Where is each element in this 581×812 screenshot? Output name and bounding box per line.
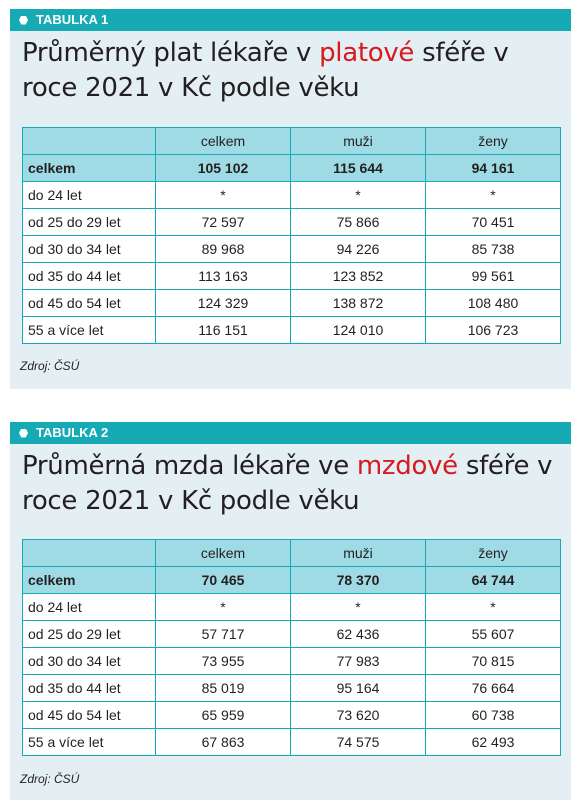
table-cell: 74 575 (291, 729, 426, 756)
title-text-end: sféře v roce 2021 v Kč podle věku (22, 451, 553, 516)
table-row (23, 317, 561, 344)
table-row (23, 729, 561, 756)
table-cell: 60 738 (426, 702, 561, 729)
source-note: Zdroj: ČSÚ (20, 772, 80, 786)
column-header (23, 128, 156, 155)
source-note: Zdroj: ČSÚ (20, 359, 80, 373)
column-header: muži (291, 540, 426, 567)
title-highlight: mzdové (356, 451, 458, 481)
table-cell: 64 744 (426, 567, 561, 594)
row-label: od 30 do 34 let (23, 648, 156, 675)
row-label: 55 a více let (23, 729, 156, 756)
row-label: 55 a více let (23, 317, 156, 344)
table-tag (10, 422, 571, 444)
column-header: ženy (426, 128, 561, 155)
table-row (23, 236, 561, 263)
table-row-total (23, 155, 561, 182)
table-cell: 95 164 (291, 675, 426, 702)
table-cell: 94 226 (291, 236, 426, 263)
table-cell: 85 738 (426, 236, 561, 263)
table-cell: 124 010 (291, 317, 426, 344)
table-tag (10, 9, 571, 31)
table-row (23, 263, 561, 290)
row-label: celkem (23, 567, 156, 594)
table-row (23, 621, 561, 648)
table-cell: 70 815 (426, 648, 561, 675)
table-cell: 62 436 (291, 621, 426, 648)
table-cell: 65 959 (156, 702, 291, 729)
table-cell: 57 717 (156, 621, 291, 648)
row-label: od 45 do 54 let (23, 290, 156, 317)
table-cell: 113 163 (156, 263, 291, 290)
row-label: do 24 let (23, 182, 156, 209)
column-header (23, 540, 156, 567)
row-label: do 24 let (23, 594, 156, 621)
table-card-2 (10, 422, 571, 800)
table-row (23, 290, 561, 317)
table-cell: 105 102 (156, 155, 291, 182)
table-cell: * (291, 182, 426, 209)
data-table (22, 539, 561, 756)
table-cell: 106 723 (426, 317, 561, 344)
table-cell: 73 620 (291, 702, 426, 729)
table-cell: 72 597 (156, 209, 291, 236)
row-label: od 25 do 29 let (23, 621, 156, 648)
column-header: celkem (156, 540, 291, 567)
table-cell: 89 968 (156, 236, 291, 263)
hexagon-icon (19, 16, 28, 25)
table-cell: * (156, 594, 291, 621)
row-label: od 30 do 34 let (23, 236, 156, 263)
table-cell: * (426, 594, 561, 621)
table-title (10, 444, 571, 519)
column-header: ženy (426, 540, 561, 567)
table-cell: 77 983 (291, 648, 426, 675)
table-title (10, 31, 571, 106)
table-cell: 108 480 (426, 290, 561, 317)
table-cell: 123 852 (291, 263, 426, 290)
table-cell: 94 161 (426, 155, 561, 182)
table-tag-label: TABULKA 2 (36, 425, 109, 440)
table-cell: 70 465 (156, 567, 291, 594)
table-row (23, 182, 561, 209)
table-row (23, 648, 561, 675)
table-row-total (23, 567, 561, 594)
table-cell: 85 019 (156, 675, 291, 702)
table-cell: 62 493 (426, 729, 561, 756)
table-card-1 (10, 9, 571, 389)
table-cell: 70 451 (426, 209, 561, 236)
table-header-row (23, 540, 561, 567)
table-cell: 67 863 (156, 729, 291, 756)
row-label: od 35 do 44 let (23, 263, 156, 290)
table-cell: 73 955 (156, 648, 291, 675)
table-cell: 115 644 (291, 155, 426, 182)
table-tag-label: TABULKA 1 (36, 12, 109, 27)
title-text: Průměrná mzda lékaře ve (22, 451, 357, 481)
column-header: celkem (156, 128, 291, 155)
table-row (23, 702, 561, 729)
table-cell: * (156, 182, 291, 209)
column-header: muži (291, 128, 426, 155)
title-highlight: platové (319, 38, 415, 68)
table-cell: * (426, 182, 561, 209)
data-table (22, 127, 561, 344)
table-cell: 76 664 (426, 675, 561, 702)
table-cell: 78 370 (291, 567, 426, 594)
table-row (23, 675, 561, 702)
hexagon-icon (19, 429, 28, 438)
table-cell: 99 561 (426, 263, 561, 290)
title-text: Průměrný plat lékaře v (22, 38, 320, 68)
table-cell: * (291, 594, 426, 621)
row-label: od 35 do 44 let (23, 675, 156, 702)
table-header-row (23, 128, 561, 155)
table-cell: 124 329 (156, 290, 291, 317)
title-text-end: sféře v roce 2021 v Kč podle věku (22, 38, 509, 103)
row-label: od 25 do 29 let (23, 209, 156, 236)
table-row (23, 594, 561, 621)
table-cell: 55 607 (426, 621, 561, 648)
row-label: od 45 do 54 let (23, 702, 156, 729)
table-cell: 116 151 (156, 317, 291, 344)
table-cell: 138 872 (291, 290, 426, 317)
row-label: celkem (23, 155, 156, 182)
table-cell: 75 866 (291, 209, 426, 236)
table-row (23, 209, 561, 236)
